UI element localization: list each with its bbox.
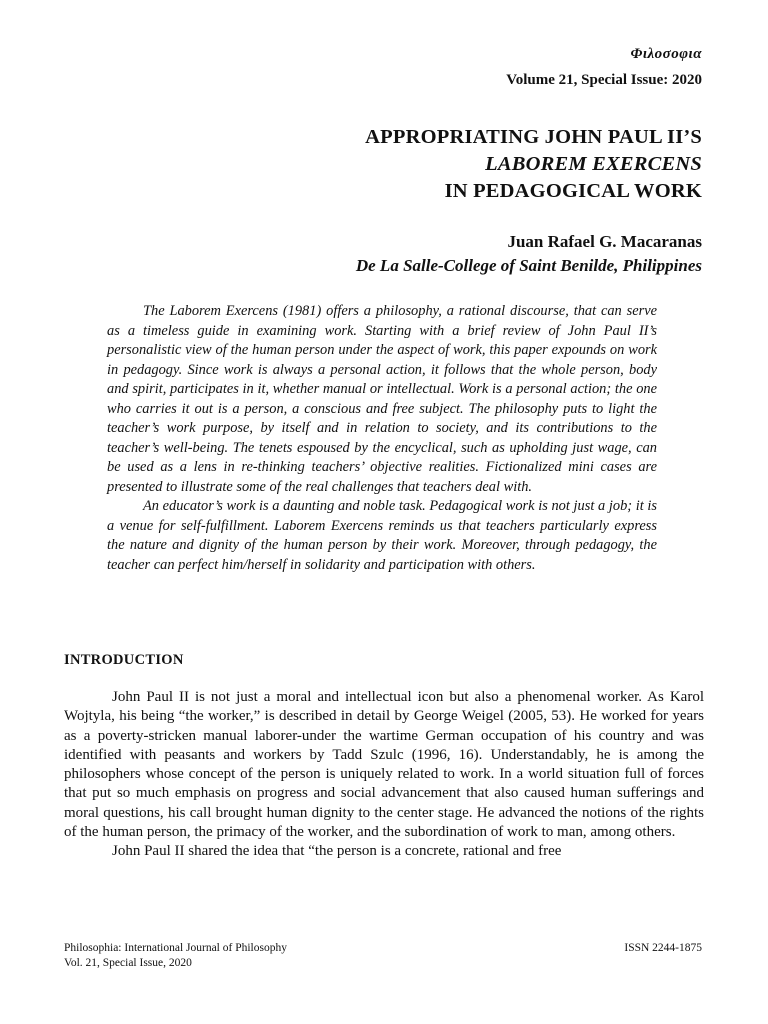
abstract-paragraph: An educator’s work is a daunting and noble task. Pedagogical work is not just a job; it is a venue for self-fulfillment. Laborem Exercens reminds us that teachers particularly express the nature and dignity of the human person by their work. Moreover, through pedagogy, the teacher can perfect him/herself in solidarity and participation with others. [107,498,657,573]
journal-greek-title: Φιλοσοφια [630,46,702,62]
footer-journal [64,941,287,971]
article-title [365,124,702,205]
footer-issn: ISSN 2244-1875 [624,942,702,954]
abstract [107,302,657,575]
author-block [356,230,702,278]
footer-journal-volume: Vol. 21, Special Issue, 2020 [64,957,192,969]
title-line-2: LABOREM EXERCENS [485,153,702,175]
body-text [64,688,704,862]
author-name: Juan Rafael G. Macaranas [507,232,702,251]
footer-journal-name: Philosophia: International Journal of Philosophy [64,942,287,954]
author-affiliation: De La Salle-College of Saint Benilde, Philippines [355,256,702,275]
title-line-3: IN PEDAGOGICAL WORK [444,180,702,202]
volume-issue: Volume 21, Special Issue: 2020 [506,72,702,88]
body-paragraph: John Paul II shared the idea that “the person is a concrete, rational and free [112,843,562,860]
title-line-1: APPROPRIATING JOHN PAUL II’S [365,126,702,148]
body-paragraph: John Paul II is not just a moral and intellectual icon but also a phenomenal worker. As Karol Wojtyla, his being “the worker,” is described in detail by George Weigel (2005, 53). He worked for years as a poverty-stricken manual laborer-under the wartime German occupation of his country and was identified with peasants and workers by Tadd Szulc (1996, 16). Understandably, he is among the philosophers whose concept of the person is uniquely related to work. In a world situation full of forces that put so much emphasis on progress and social advancement that also caused human sufferings and moral questions, his call brought human dignity to the center stage. He advanced the notions of the rights of the human person, the primacy of the worker, and the subordination of work to man, among others. [64,689,704,841]
section-heading: INTRODUCTION [64,652,184,668]
abstract-paragraph: The Laborem Exercens (1981) offers a philosophy, a rational discourse, that can serve as a timeless guide in examining work. Starting with a brief review of John Paul II’s personalistic view of the human person under the aspect of work, this paper expounds on work in pedagogy. Since work is always a personal action, it follows that the whole person, body and spirit, participates in it, whether manual or intellectual. Work is a personal action; the one who carries it out is a person, a conscious and free subject. The philosophy puts to light the teacher’s work purpose, by itself and in relation to society, and its contributions to the teacher’s well-being. The tenets espoused by the encyclical, such as upholding just wage, can be used as a lens in re-thinking teachers’ objective realities. Fictionalized mini cases are presented to illustrate some of the real challenges that teachers deal with. [107,303,657,495]
